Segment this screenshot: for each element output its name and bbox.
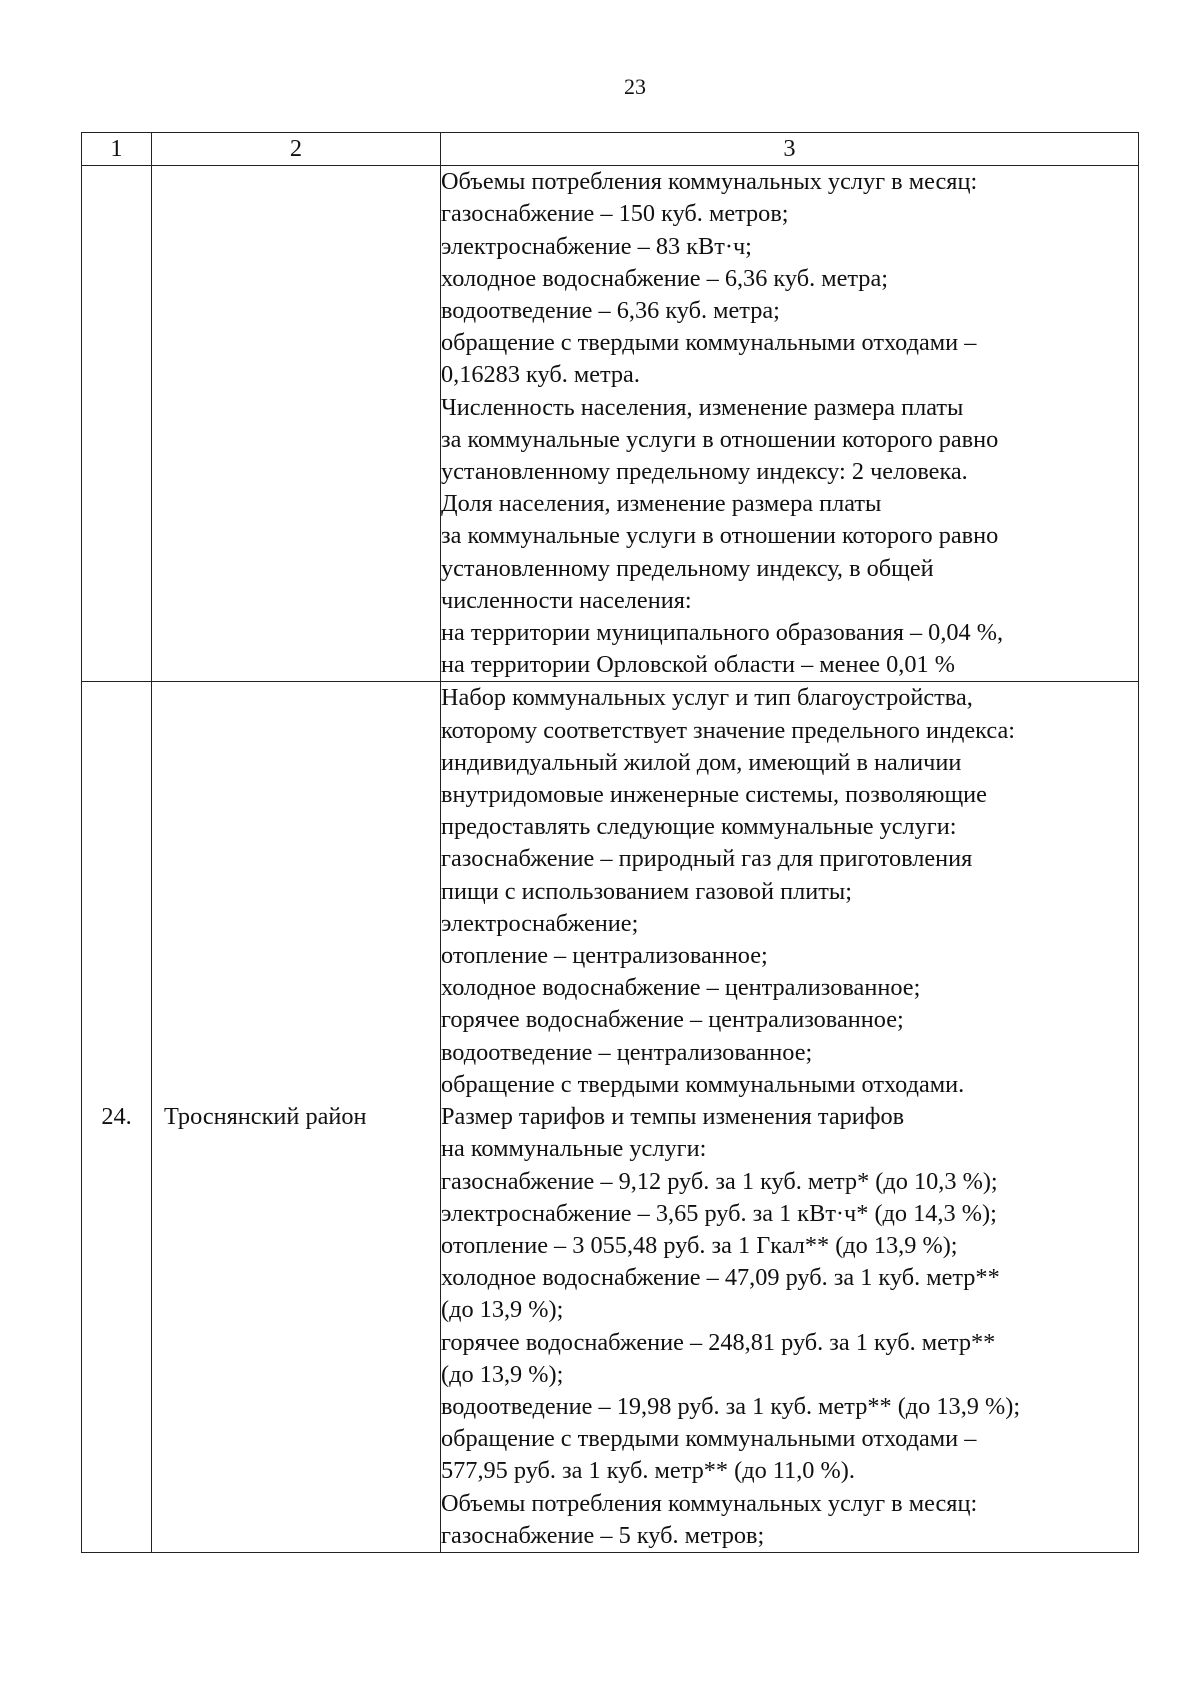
description-cell xyxy=(441,682,1139,1552)
description-line: отопление – централизованное; xyxy=(441,942,768,970)
description-line: водоотведение – централизованное; xyxy=(441,1038,813,1066)
description-line: 0,16283 куб. метра. xyxy=(441,361,640,389)
description-line: за коммунальные услуги в отношении которого равно xyxy=(441,522,999,550)
description-line: Численность населения, изменение размера платы xyxy=(441,393,964,421)
page-number: 23 xyxy=(624,74,646,99)
description-line: газоснабжение – природный газ для приготовления xyxy=(441,845,973,873)
district-name: Троснянский район xyxy=(152,682,441,1552)
table-row xyxy=(82,166,1139,682)
description-line: водоотведение – 6,36 куб. метра; xyxy=(441,297,780,325)
description-line: газоснабжение – 150 куб. метров; xyxy=(441,200,789,228)
description-cell xyxy=(441,166,1139,682)
district-name xyxy=(152,166,441,682)
description-line: Доля населения, изменение размера платы xyxy=(441,490,882,518)
column-header-1: 1 xyxy=(82,133,152,166)
description-line: численности населения: xyxy=(441,586,692,614)
description-line: Объемы потребления коммунальных услуг в месяц: xyxy=(441,1489,978,1517)
description-line: отопление – 3 055,48 руб. за 1 Гкал** (до 13,9 %); xyxy=(441,1231,958,1259)
description-line: пищи с использованием газовой плиты; xyxy=(441,877,852,905)
description-line: обращение с твердыми коммунальными отходами – xyxy=(441,329,977,357)
description-line: газоснабжение – 5 куб. метров; xyxy=(441,1521,765,1549)
description-line: которому соответствует значение предельного индекса: xyxy=(441,716,1015,744)
description-line: установленному предельному индексу, в общей xyxy=(441,554,934,582)
description-line: на коммунальные услуги: xyxy=(441,1135,707,1163)
table-row xyxy=(82,682,1139,1552)
description-line: электроснабжение – 3,65 руб. за 1 кВт·ч* (до 14,3 %); xyxy=(441,1199,997,1227)
description-line: Набор коммунальных услуг и тип благоустройства, xyxy=(441,684,973,712)
description-line: горячее водоснабжение – 248,81 руб. за 1 куб. метр** xyxy=(441,1328,996,1356)
description-line: предоставлять следующие коммунальные услуги: xyxy=(441,813,957,841)
row-number: 24. xyxy=(82,682,152,1552)
description-line: на территории муниципального образования – 0,04 %, xyxy=(441,619,1004,647)
tariff-table xyxy=(81,132,1139,1553)
description-line: за коммунальные услуги в отношении которого равно xyxy=(441,425,999,453)
column-header-2: 2 xyxy=(152,133,441,166)
description-line: холодное водоснабжение – 47,09 руб. за 1 куб. метр** xyxy=(441,1264,1000,1292)
description-line: холодное водоснабжение – 6,36 куб. метра; xyxy=(441,264,888,292)
description-line: внутридомовые инженерные системы, позволяющие xyxy=(441,781,987,809)
description-line: Объемы потребления коммунальных услуг в месяц: xyxy=(441,168,978,196)
table-header-row xyxy=(82,133,1139,166)
description-line: 577,95 руб. за 1 куб. метр** (до 11,0 %). xyxy=(441,1457,855,1485)
description-line: обращение с твердыми коммунальными отходами – xyxy=(441,1425,977,1453)
column-header-3: 3 xyxy=(441,133,1139,166)
description-line: на территории Орловской области – менее 0,01 % xyxy=(441,651,955,679)
description-line: обращение с твердыми коммунальными отходами. xyxy=(441,1070,965,1098)
description-line: водоотведение – 19,98 руб. за 1 куб. метр** (до 13,9 %); xyxy=(441,1392,1021,1420)
description-line: газоснабжение – 9,12 руб. за 1 куб. метр* (до 10,3 %); xyxy=(441,1167,998,1195)
description-line: Размер тарифов и темпы изменения тарифов xyxy=(441,1103,905,1131)
description-line: индивидуальный жилой дом, имеющий в наличии xyxy=(441,748,962,776)
description-line: (до 13,9 %); xyxy=(441,1296,564,1324)
description-line: электроснабжение – 83 кВт·ч; xyxy=(441,232,752,260)
description-line: холодное водоснабжение – централизованное; xyxy=(441,974,921,1002)
description-line: горячее водоснабжение – централизованное; xyxy=(441,1006,904,1034)
description-line: установленному предельному индексу: 2 человека. xyxy=(441,458,968,486)
description-line: электроснабжение; xyxy=(441,909,639,937)
description-line: (до 13,9 %); xyxy=(441,1360,564,1388)
row-number xyxy=(82,166,152,682)
